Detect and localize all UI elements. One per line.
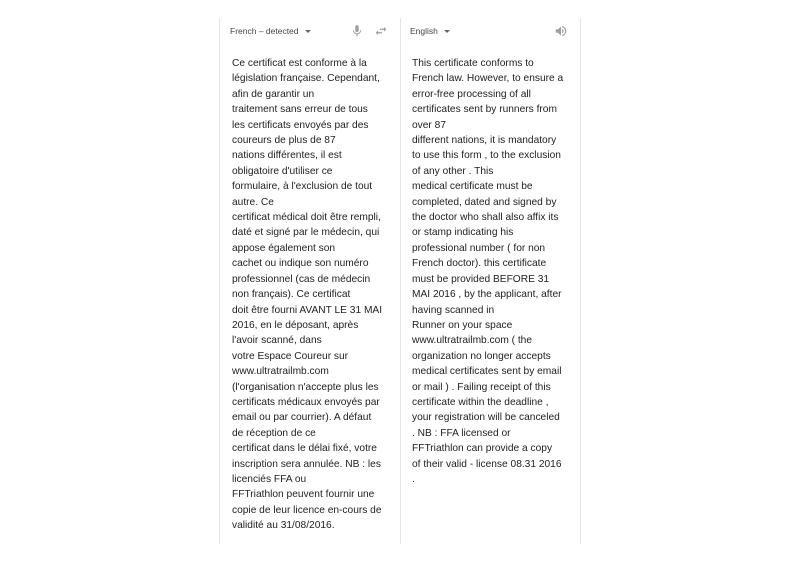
microphone-icon[interactable] <box>350 24 364 38</box>
text-line: Ce certificat est conforme à la <box>232 58 367 69</box>
text-line: to use this form , to the exclusion <box>412 150 561 162</box>
text-line: validité au 31/08/2016. <box>232 520 335 532</box>
text-line: daté et signé par le médecin, qui <box>232 227 380 239</box>
text-line: www.ultratrailmb.com ( the <box>412 335 533 347</box>
text-line: afin de garantir un <box>232 88 315 100</box>
text-line: de réception de ce <box>232 427 316 439</box>
target-text <box>412 56 575 487</box>
target-panel <box>400 18 581 544</box>
text-line: organization no longer accepts <box>412 350 551 362</box>
text-line: French doctor). this certificate <box>412 258 547 270</box>
text-line: medical certificates sent by email <box>412 366 562 378</box>
caret-down-icon <box>305 30 311 33</box>
text-line: (l'organisation n'accepte plus les <box>232 381 379 393</box>
source-header <box>220 18 400 44</box>
text-line: Runner on your space <box>412 319 513 331</box>
target-language-label: English <box>410 26 438 36</box>
text-line: licenciés FFA ou <box>232 473 307 485</box>
text-line: email ou par courrier). A défaut <box>232 412 372 424</box>
text-line: copie de leur licence en-cours de <box>232 504 382 516</box>
text-line: of their valid - license 08.31 2016 <box>412 458 562 470</box>
text-line: l'avoir scanné, dans <box>232 335 322 347</box>
text-line: professionnel (cas de médecin <box>232 273 371 285</box>
text-line: MAI 2016 , by the applicant, after <box>412 289 562 301</box>
text-line: medical certificate must be <box>412 181 533 193</box>
text-line: autre. Ce <box>232 196 274 208</box>
text-line: nations différentes, il est <box>232 150 342 162</box>
text-line: les certificats envoyés par des <box>232 119 369 131</box>
text-line: must be provided BEFORE 31 <box>412 273 550 285</box>
text-line: votre Espace Coureur sur <box>232 350 349 362</box>
text-line: completed, dated and signed by <box>412 196 557 208</box>
text-line: FFTriathlon can provide a copy <box>412 443 553 455</box>
text-line: 2016, en le déposant, après <box>232 319 359 331</box>
text-line: législation française. Cependant, <box>232 73 380 85</box>
text-line: the doctor who shall also affix its <box>412 212 559 224</box>
text-line: obligatoire d'utiliser ce <box>232 165 333 177</box>
text-line: or stamp indicating his <box>412 227 514 239</box>
text-line: . <box>412 473 415 485</box>
text-line: professional number ( for non <box>412 242 546 254</box>
text-line: error-free processing of all <box>412 88 531 100</box>
text-line: certificates sent by runners from <box>412 104 557 116</box>
source-language-selector[interactable] <box>230 26 311 36</box>
text-line: This certificate conforms to <box>412 58 534 69</box>
text-line: cachet ou indique son numéro <box>232 258 369 270</box>
speaker-icon[interactable] <box>554 24 568 38</box>
text-line: different nations, it is mandatory <box>412 135 557 147</box>
swap-languages-icon[interactable] <box>374 24 388 38</box>
text-line: certificat médical doit être rempli, <box>232 212 381 224</box>
source-text[interactable] <box>232 56 395 534</box>
text-line: FFTriathlon peuvent fournir une <box>232 489 375 501</box>
text-line: your registration will be canceled <box>412 412 560 424</box>
target-header <box>400 18 580 44</box>
source-panel <box>219 18 401 544</box>
source-language-label: French – detected <box>230 26 299 36</box>
target-language-selector[interactable] <box>410 26 450 36</box>
text-line: certificat dans le délai fixé, votre <box>232 443 377 455</box>
text-line: French law. However, to ensure a <box>412 73 564 85</box>
caret-down-icon <box>444 30 450 33</box>
text-line: certificats médicaux envoyés par <box>232 396 380 408</box>
text-line: www.ultratrailmb.com <box>232 366 329 378</box>
text-line: formulaire, à l'exclusion de tout <box>232 181 373 193</box>
text-line: or mail ) . Failing receipt of this <box>412 381 551 393</box>
text-line: having scanned in <box>412 304 495 316</box>
text-line: inscription sera annulée. NB : les <box>232 458 381 470</box>
text-line: . NB : FFA licensed or <box>412 427 511 439</box>
text-line: certificate within the deadline , <box>412 396 549 408</box>
text-line: traitement sans erreur de tous <box>232 104 368 116</box>
text-line: doit être fourni AVANT LE 31 MAI <box>232 304 383 316</box>
text-line: over 87 <box>412 119 446 131</box>
text-line: of any other . This <box>412 165 494 177</box>
text-line: non français). Ce certificat <box>232 289 351 301</box>
text-line: coureurs de plus de 87 <box>232 135 336 147</box>
text-line: appose également son <box>232 242 336 254</box>
